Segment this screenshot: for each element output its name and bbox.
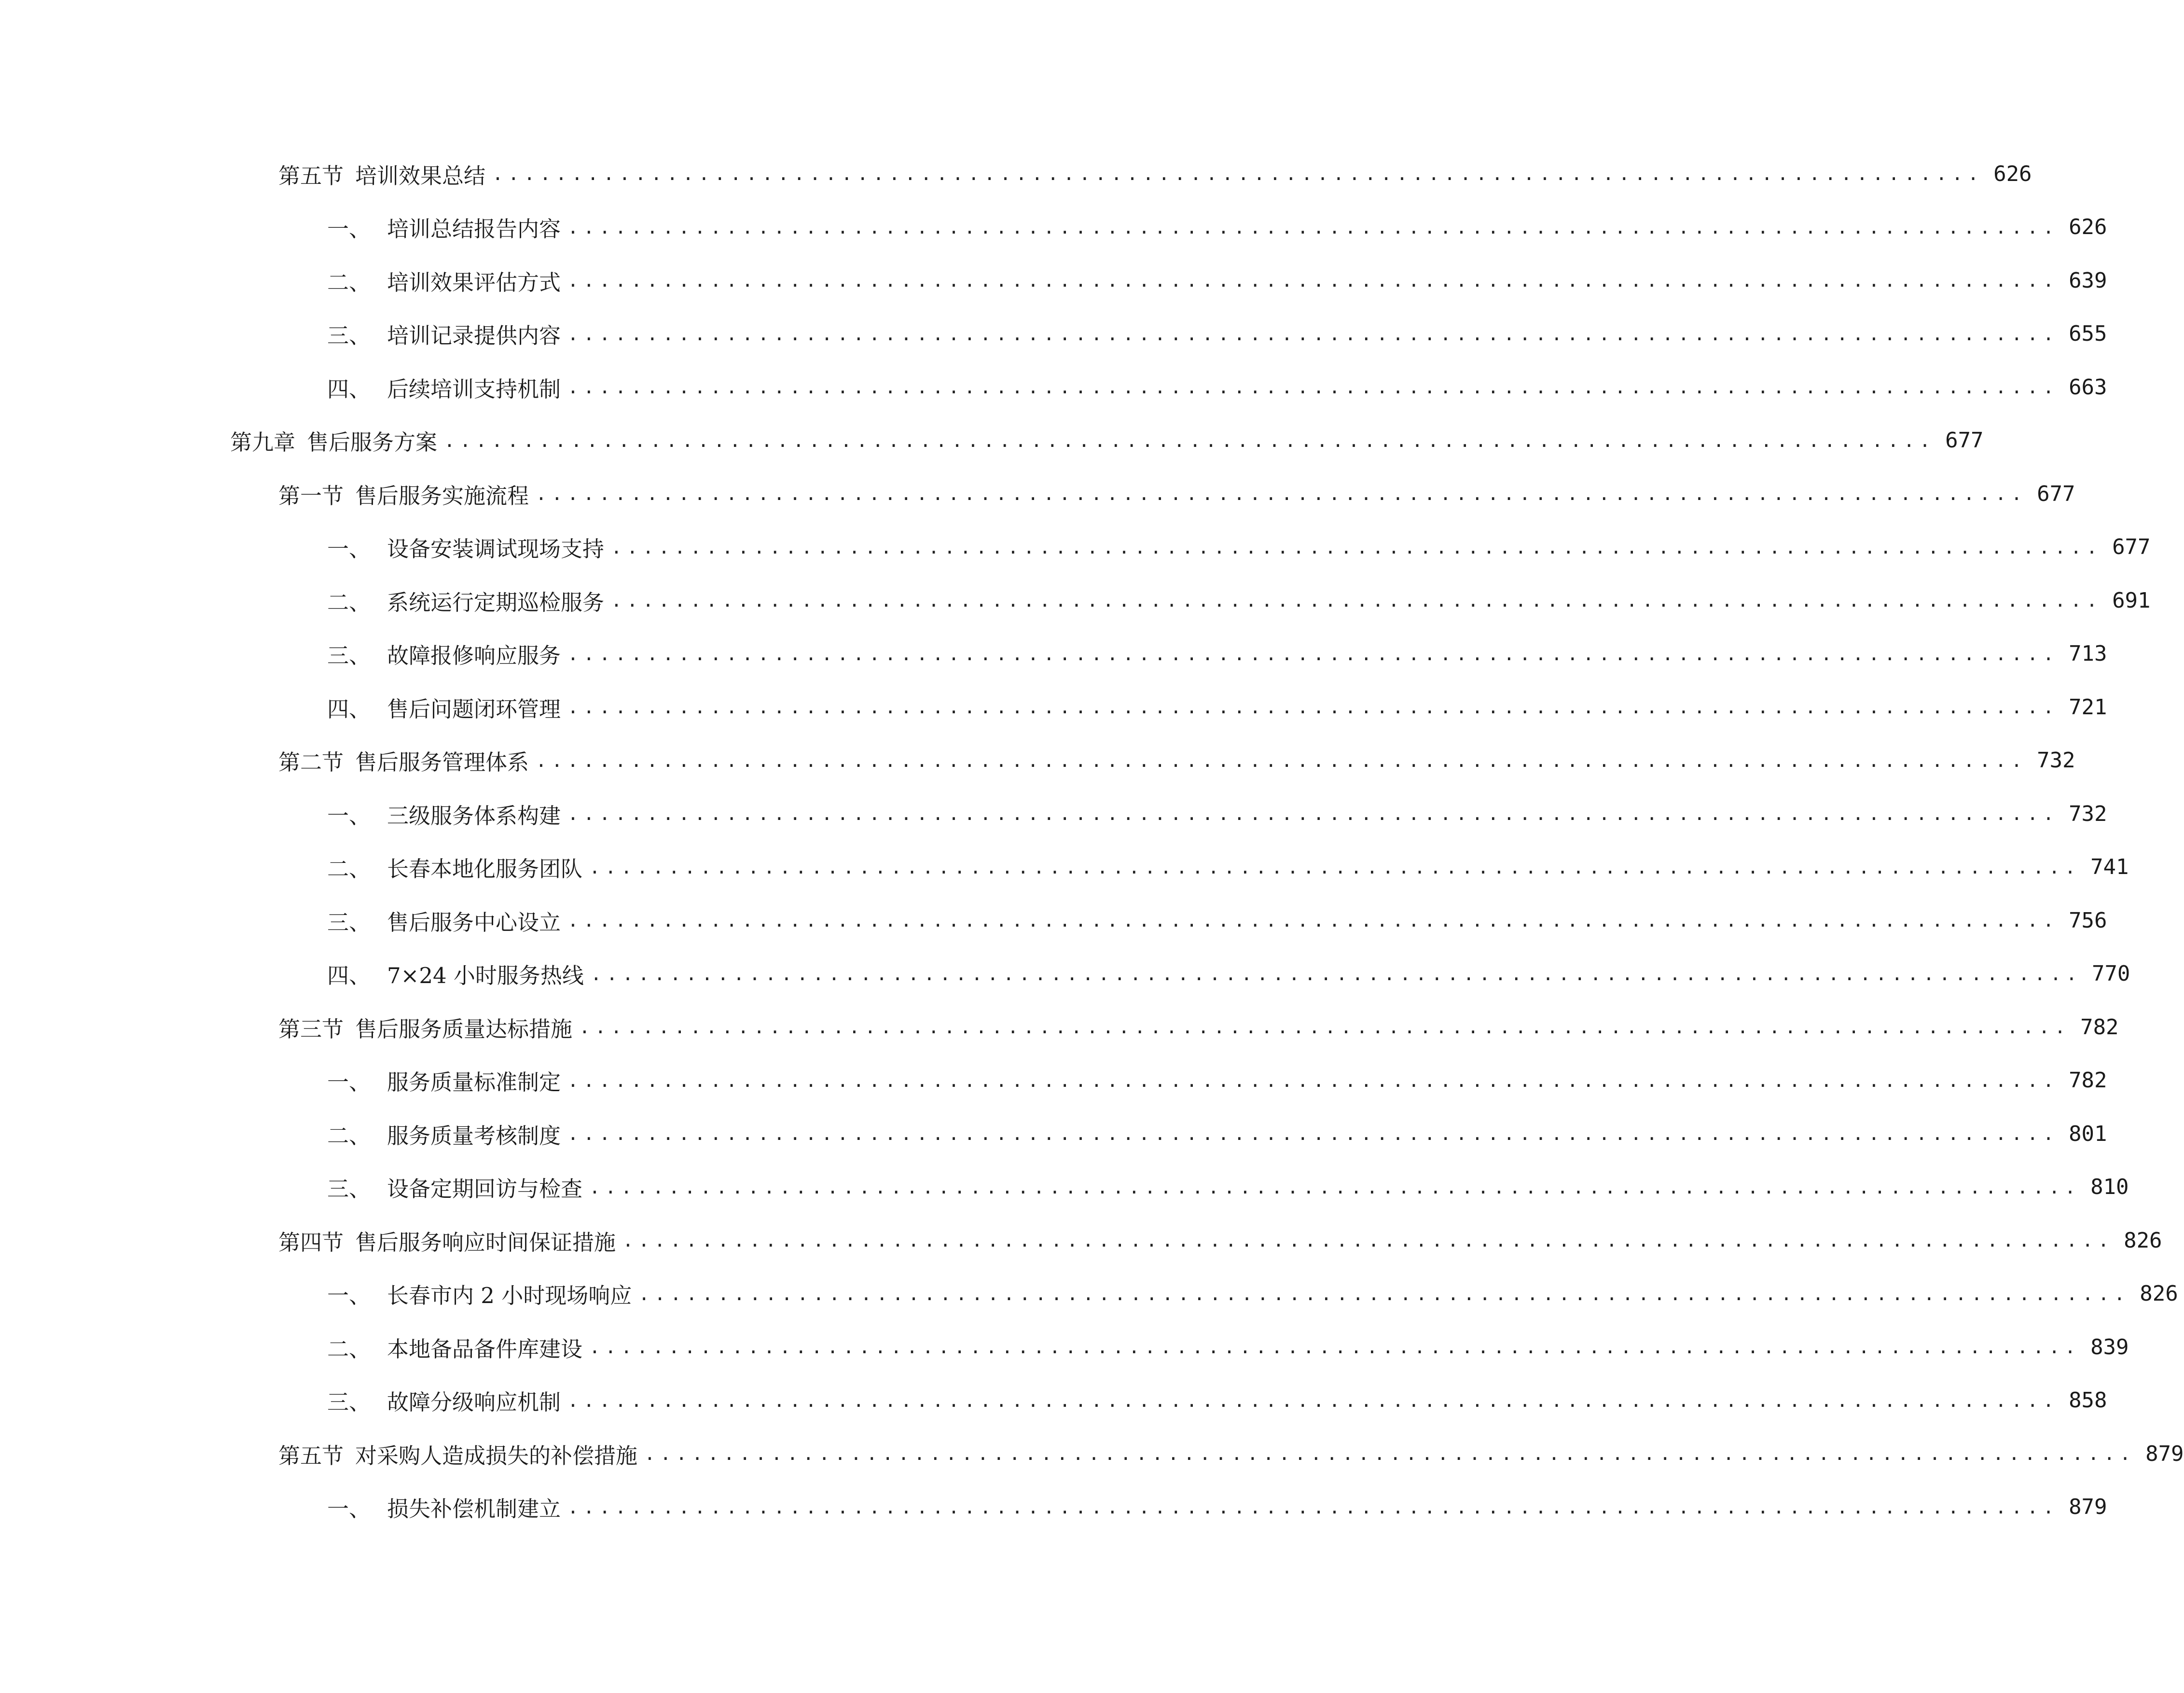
toc-entry-page: 879 <box>2069 1495 2107 1520</box>
toc-entry-title: 后续培训支持机制 <box>387 376 561 402</box>
toc-entry-title: 三级服务体系构建 <box>387 803 561 829</box>
toc-dot-leader: .............................................................................................. <box>567 910 2059 931</box>
toc-entry[interactable] <box>0 1214 2162 1267</box>
toc-entry-number: 四、 <box>327 376 371 402</box>
toc-dot-leader: .............................................................................................. <box>536 483 2027 505</box>
toc-dot-leader: .............................................................................................. <box>444 430 1935 451</box>
toc-dot-leader: .............................................................................................. <box>589 856 2081 878</box>
toc-entry[interactable] <box>0 1320 2129 1374</box>
toc-dot-leader: .............................................................................................. <box>567 270 2059 291</box>
toc-entry-title: 售后服务方案 <box>307 430 438 456</box>
toc-entry-number: 三、 <box>327 643 371 669</box>
toc-dot-leader: .............................................................................................. <box>567 1389 2059 1411</box>
toc-entry-title: 售后服务响应时间保证措施 <box>355 1229 616 1255</box>
toc-entry-title: 售后问题闭环管理 <box>387 696 561 722</box>
toc-entry-number: 一、 <box>327 1283 371 1309</box>
toc-dot-leader: .............................................................................................. <box>579 1016 2071 1038</box>
toc-entry-number: 第四节 <box>278 1229 344 1255</box>
toc-entry-number: 二、 <box>327 1123 371 1149</box>
toc-entry-page: 677 <box>1945 428 1984 453</box>
toc-entry-page: 732 <box>2069 801 2107 826</box>
toc-entry-page: 782 <box>2069 1068 2107 1093</box>
toc-dot-leader: .............................................................................................. <box>638 1283 2130 1304</box>
toc-entry-number: 一、 <box>327 803 371 829</box>
toc-entry[interactable] <box>0 1267 2178 1321</box>
toc-dot-leader: .............................................................................................. <box>611 590 2102 611</box>
toc-entry-title: 售后服务中心设立 <box>387 909 561 935</box>
toc-entry[interactable] <box>0 361 2107 414</box>
toc-entry-number: 二、 <box>327 589 371 615</box>
toc-dot-leader: .............................................................................................. <box>567 323 2059 345</box>
toc-entry[interactable] <box>0 627 2107 681</box>
toc-entry-title: 故障报修响应服务 <box>387 643 561 669</box>
toc-entry-number: 第二节 <box>278 749 344 776</box>
toc-entry-number: 三、 <box>327 1176 371 1202</box>
toc-entry-number: 一、 <box>327 536 371 562</box>
toc-entry[interactable] <box>0 467 2075 521</box>
toc-entry-number: 第三节 <box>278 1016 344 1042</box>
toc-dot-leader: .............................................................................................. <box>567 1069 2059 1091</box>
toc-entry-title: 7×24 小时服务热线 <box>387 963 584 989</box>
toc-entry-number: 二、 <box>327 1336 371 1362</box>
toc-entry-title: 设备定期回访与检查 <box>387 1176 583 1202</box>
toc-entry-title: 培训总结报告内容 <box>387 216 561 242</box>
toc-entry-number: 三、 <box>327 1389 371 1415</box>
toc-entry[interactable] <box>0 787 2107 841</box>
toc-entry-title: 服务质量考核制度 <box>387 1123 561 1149</box>
toc-dot-leader: .............................................................................................. <box>622 1230 2114 1251</box>
toc-entry[interactable] <box>0 1107 2107 1161</box>
toc-entry-title: 培训记录提供内容 <box>387 323 561 349</box>
toc-entry-title: 损失补偿机制建立 <box>387 1496 561 1522</box>
toc-dot-leader: .............................................................................................. <box>590 963 2082 985</box>
toc-entry[interactable] <box>0 254 2107 307</box>
toc-entry[interactable] <box>0 894 2107 947</box>
toc-entry-number: 四、 <box>327 696 371 722</box>
toc-entry-number: 二、 <box>327 269 371 295</box>
toc-entry-page: 756 <box>2069 908 2107 933</box>
toc-entry[interactable] <box>0 841 2129 894</box>
toc-entry-page: 858 <box>2069 1388 2107 1413</box>
toc-dot-leader: .............................................................................................. <box>644 1443 2136 1465</box>
toc-entry-page: 741 <box>2090 855 2129 880</box>
toc-dot-leader: .............................................................................................. <box>567 643 2059 665</box>
toc-entry[interactable] <box>0 1054 2107 1108</box>
toc-entry-number: 一、 <box>327 1496 371 1522</box>
toc-entry-number: 三、 <box>327 323 371 349</box>
toc-entry[interactable] <box>0 1374 2107 1428</box>
toc-entry[interactable] <box>0 574 2151 627</box>
toc-dot-leader: .............................................................................................. <box>567 216 2059 238</box>
toc-entry-page: 839 <box>2090 1334 2129 1360</box>
toc-entry-number: 二、 <box>327 856 371 882</box>
toc-entry-number: 一、 <box>327 1069 371 1096</box>
toc-entry-page: 639 <box>2069 268 2107 293</box>
toc-entry-page: 655 <box>2069 321 2107 347</box>
toc-entry-title: 故障分级响应机制 <box>387 1389 561 1415</box>
toc-entry-page: 801 <box>2069 1121 2107 1146</box>
toc-entry[interactable] <box>0 1000 2119 1054</box>
toc-dot-leader: .............................................................................................. <box>567 803 2059 825</box>
toc-entry-page: 626 <box>2069 215 2107 240</box>
toc-entry[interactable] <box>0 414 1984 468</box>
toc-dot-leader: .............................................................................................. <box>589 1336 2081 1358</box>
toc-entry[interactable] <box>0 201 2107 254</box>
toc-entry-page: 770 <box>2091 961 2130 986</box>
toc-entry-page: 691 <box>2112 588 2151 613</box>
toc-entry-number: 第五节 <box>278 1443 344 1469</box>
toc-entry-title: 售后服务质量达标措施 <box>355 1016 573 1042</box>
toc-entry-title: 售后服务管理体系 <box>355 749 529 776</box>
toc-dot-leader: .............................................................................................. <box>492 163 1984 185</box>
toc-entry-page: 810 <box>2090 1175 2129 1200</box>
toc-entry-page: 826 <box>2140 1281 2178 1306</box>
toc-entry[interactable] <box>0 680 2107 734</box>
toc-entry[interactable] <box>0 1161 2129 1214</box>
toc-entry[interactable] <box>0 947 2130 1001</box>
toc-dot-leader: .............................................................................................. <box>567 376 2059 398</box>
toc-entry-number: 四、 <box>327 963 371 989</box>
toc-entry-number: 三、 <box>327 909 371 935</box>
toc-entry[interactable] <box>0 147 2032 201</box>
toc-entry-page: 826 <box>2124 1228 2162 1253</box>
toc-entry-title: 系统运行定期巡检服务 <box>387 589 605 615</box>
toc-entry-title: 本地备品备件库建设 <box>387 1336 583 1362</box>
toc-entry-number: 第一节 <box>278 483 344 509</box>
toc-entry-page: 677 <box>2112 535 2151 560</box>
toc-entry-title: 设备安装调试现场支持 <box>387 536 605 562</box>
toc-entry-page: 713 <box>2069 641 2107 666</box>
toc-entry-page: 782 <box>2080 1014 2119 1040</box>
toc-entry-number: 第九章 <box>230 430 296 456</box>
toc-dot-leader: .............................................................................................. <box>589 1176 2081 1198</box>
toc-entry-title: 对采购人造成损失的补偿措施 <box>355 1443 638 1469</box>
table-of-contents <box>0 147 2184 1534</box>
toc-dot-leader: .............................................................................................. <box>611 536 2102 558</box>
toc-entry-title: 服务质量标准制定 <box>387 1069 561 1096</box>
toc-dot-leader: .............................................................................................. <box>567 1123 2059 1145</box>
toc-entry-title: 售后服务实施流程 <box>355 483 529 509</box>
toc-entry[interactable] <box>0 1481 2107 1534</box>
toc-entry-title: 长春市内 2 小时现场响应 <box>387 1283 632 1309</box>
toc-entry[interactable] <box>0 521 2151 574</box>
toc-entry-page: 677 <box>2037 481 2075 506</box>
toc-entry[interactable] <box>0 307 2107 361</box>
toc-entry-title: 培训效果评估方式 <box>387 269 561 295</box>
toc-entry-page: 626 <box>1993 161 2032 186</box>
toc-dot-leader: .............................................................................................. <box>567 696 2059 718</box>
toc-entry-title: 长春本地化服务团队 <box>387 856 583 882</box>
toc-entry-page: 721 <box>2069 694 2107 720</box>
toc-entry-page: 732 <box>2037 748 2075 773</box>
toc-dot-leader: .............................................................................................. <box>536 749 2027 771</box>
toc-entry-number: 第五节 <box>278 163 344 189</box>
toc-entry[interactable] <box>0 734 2075 788</box>
toc-entry[interactable] <box>0 1427 2184 1481</box>
toc-entry-title: 培训效果总结 <box>355 163 486 189</box>
toc-entry-page: 663 <box>2069 375 2107 400</box>
toc-entry-page: 879 <box>2145 1441 2184 1466</box>
toc-entry-number: 一、 <box>327 216 371 242</box>
toc-dot-leader: .............................................................................................. <box>567 1496 2059 1518</box>
